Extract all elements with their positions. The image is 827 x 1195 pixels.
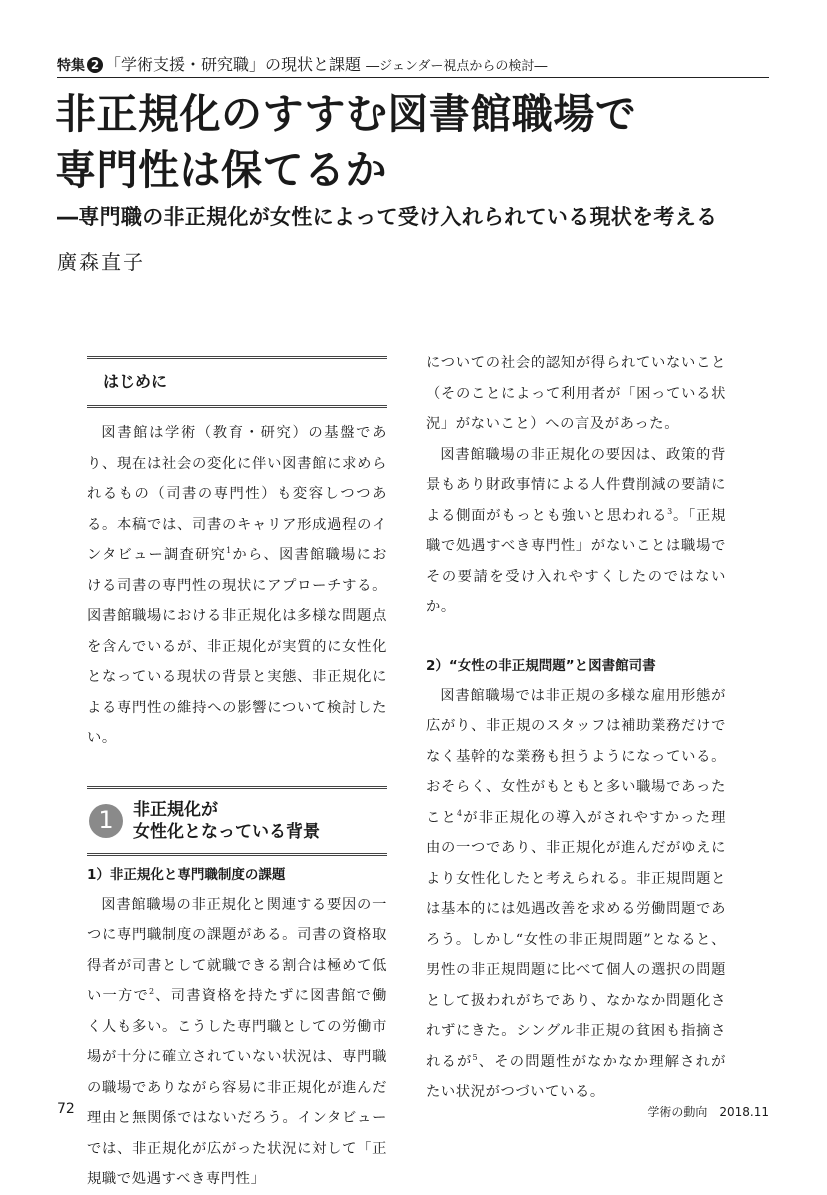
- chapter-1-title: 非正規化が 女性化となっている背景: [133, 799, 320, 842]
- feature-number-badge: 2: [87, 57, 103, 73]
- subsection-2-heading: 2）“女性の非正規問題”と図書館司書: [426, 657, 656, 674]
- footnote-ref-4: 4: [456, 808, 463, 818]
- footnote-ref-5: 5: [472, 1052, 479, 1062]
- feature-title: 「学術支援・研究職」の現状と課題: [105, 55, 362, 74]
- article-subtitle: ―専門職の非正規化が女性によって受け入れられている現状を考える: [57, 205, 718, 229]
- intro-paragraph: 図書館は学術（教育・研究）の基盤であり、現在は社会の変化に伴い図書館に求められるもの（司書の専門性）も変容しつつある。本稿では、司書のキャリア形成過程のインタビュー調査研究$^1$から、図書館職場における司書の専門性の現状にアプローチする。図書館職場における非正規化は多様な問題点を含んでいるが、非正規化が実質的に女性化となっている現状の背景と実態、非正規化による専門性の維持への影響について検討したい。: [87, 425, 388, 746]
- subsection-1-paragraph-2: 図書館職場の非正規化の要因は、政策的背景もあり財政事情による人件費削減の要請による側面がもっとも強いと思われる$^3$。「正規職で処遇すべき専門性」がないことは職場でその要請を受け入れやすくしたのではないか。: [426, 446, 726, 615]
- title-line-1: 非正規化のすすむ図書館職場で: [55, 90, 637, 138]
- author-name: 廣森直子: [57, 250, 145, 274]
- feature-header: [57, 52, 769, 76]
- feature-label: 特集: [57, 58, 85, 74]
- left-column: [87, 354, 387, 1195]
- intro-heading-box: [87, 356, 387, 408]
- intro-heading: はじめに: [103, 371, 168, 391]
- journal-name: 学術の動向 2018.11: [647, 1105, 769, 1119]
- footnote-ref-3: 3: [667, 506, 673, 516]
- right-column: [426, 354, 726, 1108]
- header-rule: [57, 77, 769, 78]
- subsection-1-paragraph-1-continued: についての社会的認知が得られていないこと（そのことによって利用者が「困っている状況」がないこと）への言及があった。: [426, 355, 726, 432]
- subsection-1-paragraph-1: 図書館職場の非正規化と関連する要因の一つに専門職制度の課題がある。司書の資格取得者が司書として就職できる割合は極めて低い一方で$^2$、司書資格を持たずに図書館で働く人も多い。こうした専門職としての労働市場が十分に確立されていない状況は、専門職の職場でありながら容易に非正規化が進んだ理由と無関係ではないだろう。インタビューでは、非正規化が広がった状況に対して「正規職で処遇すべき専門性」: [87, 896, 388, 1187]
- chapter-1-heading-box: [87, 786, 387, 856]
- feature-subtitle: ―ジェンダー視点からの検討―: [366, 59, 548, 74]
- subsection-1-heading: 1）非正規化と専門職制度の課題: [87, 866, 286, 883]
- subsection-2-paragraph-1: 図書館職場では非正規の多様な雇用形態が広がり、非正規のスタッフは補助業務だけでなく基幹的な業務も担うようになっている。おそらく、女性がもともと多い職場であったこと$^4$が非正規化の導入がされやすかった理由の一つであり、非正規化が進んだがゆえにより女性化したと考えられる。非正規問題とは基本的には処遇改善を求める労働問題であろう。しかし“女性の非正規問題”となると、男性の非正規問題に比べて個人の選択の問題として扱われがちであり、なかなか問題化されずにきた。シングル非正規の貧困も指摘されるが$^5$、その問題性がなかなか理解されがたい状況がつづいている。: [426, 687, 726, 1100]
- chapter-number-icon: 1: [89, 804, 123, 838]
- page-number: 72: [57, 1101, 75, 1117]
- title-line-2: 専門性は保てるか: [55, 146, 387, 194]
- footnote-ref-2: 2: [148, 987, 155, 996]
- article-title: [55, 86, 767, 198]
- footnote-ref-1: 1: [226, 546, 232, 555]
